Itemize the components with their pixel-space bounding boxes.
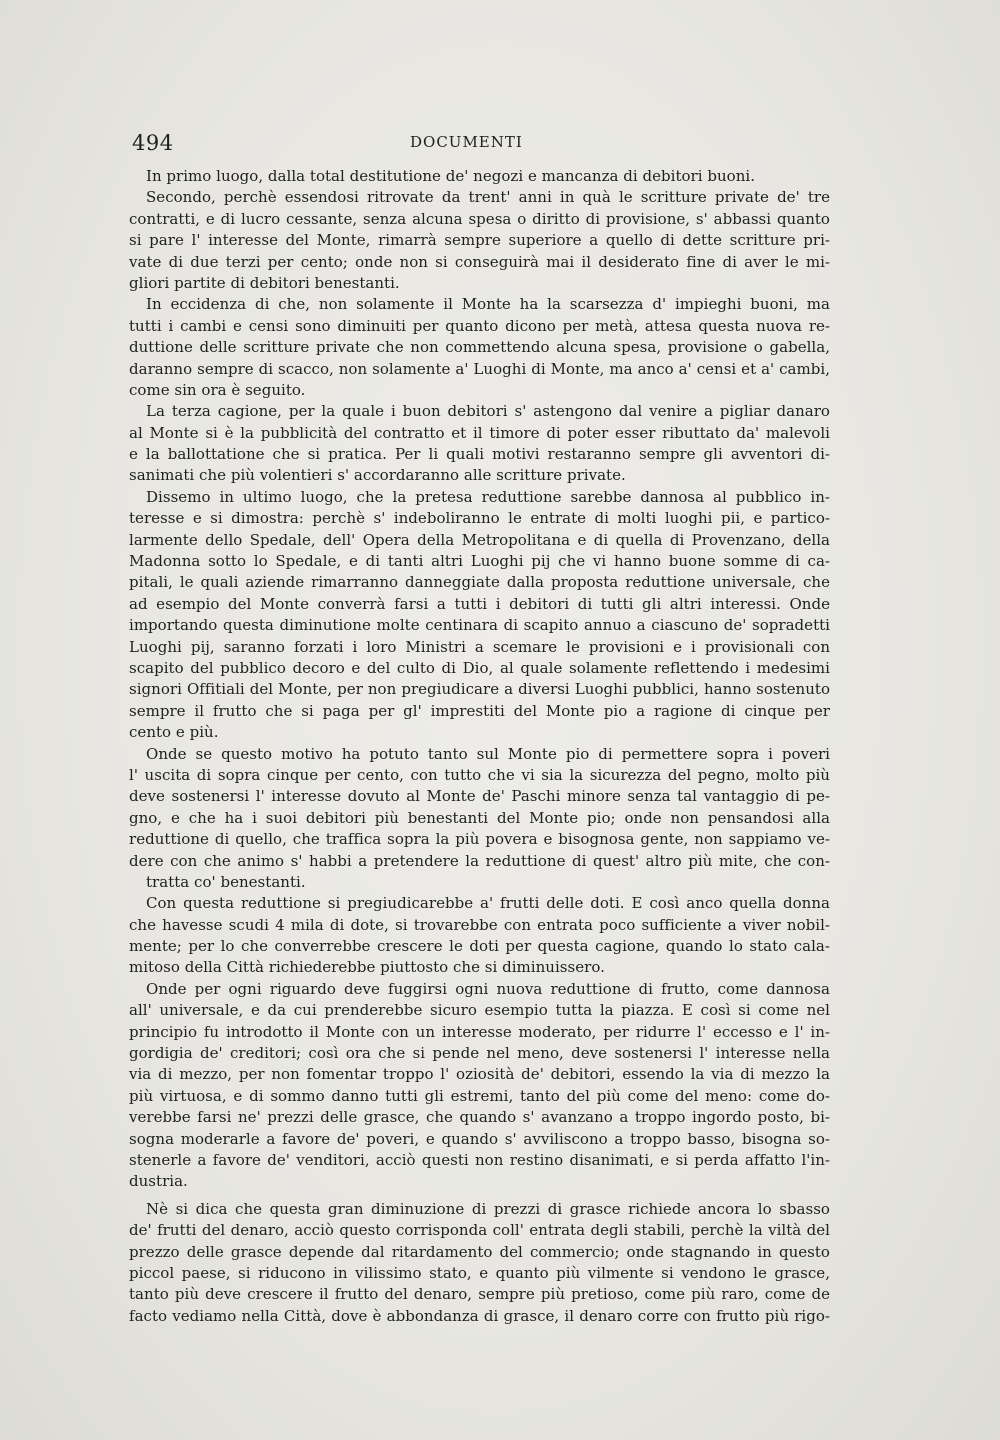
text-line: Madonna sotto lo Spedale, e di tanti altri Luoghi pij che vi hanno buone somme di ca- bbox=[129, 552, 830, 571]
text-line: al Monte si è la pubblicità del contratto et il timore di poter esser ributtato da' malevoli bbox=[129, 423, 830, 442]
text-line: come sin ora è seguito. bbox=[129, 380, 306, 399]
text-line: importando questa diminutione molte centinara di scapito annuo a ciascuno de' sopradetti bbox=[129, 616, 830, 635]
text-line: cento e più. bbox=[129, 723, 219, 742]
text-line: che havesse scudi 4 mila di dote, si trovarebbe con entrata poco sufficiente a viver nobil- bbox=[129, 915, 830, 934]
text-line: pitali, le quali aziende rimarranno danneggiate dalla proposta reduttione universale, che bbox=[129, 573, 830, 592]
text-line: reduttione di quello, che traffica sopra la più povera e bisognosa gente, non sappiamo ve- bbox=[129, 830, 830, 849]
text-line: si pare l' interesse del Monte, rimarrà sempre superiore a quello di dette scritture pri- bbox=[129, 231, 830, 250]
text-line: dustria. bbox=[129, 1172, 188, 1191]
text-line: La terza cagione, per la quale i buon debitori s' astengono dal venire a pigliar danaro bbox=[146, 402, 830, 421]
text-line: via di mezzo, per non fomentar troppo l' oziosità de' debitori, essendo la via di mezzo la bbox=[129, 1065, 830, 1084]
text-line: Secondo, perchè essendosi ritrovate da trent' anni in quà le scritture private de' tre bbox=[146, 188, 830, 207]
text-line: Luoghi pij, saranno forzati i loro Ministri a scemare le provisioni e i provisionali con bbox=[129, 637, 830, 656]
text-line: scapito del pubblico decoro e del culto di Dio, al quale solamente reflettendo i medesimi bbox=[129, 658, 830, 677]
text-line: dere con che animo s' habbi a pretendere la reduttione di quest' altro più mite, che con- bbox=[129, 851, 830, 870]
text-line: più virtuosa, e di sommo danno tutti gli estremi, tanto del più come del meno: come do- bbox=[129, 1086, 830, 1105]
text-line: vate di due terzi per cento; onde non si conseguirà mai il desiderato fine di aver le mi- bbox=[129, 252, 830, 271]
text-line: verebbe farsi ne' prezzi delle grasce, che quando s' avanzano a troppo ingordo posto, bi- bbox=[129, 1108, 830, 1127]
text-line: stenerle a favore de' venditori, acciò questi non restino disanimati, e si perda affatto l'in- bbox=[129, 1150, 830, 1169]
text-line: teresse e si dimostra: perchè s' indeboliranno le entrate di molti luoghi pii, e partico- bbox=[129, 509, 830, 528]
text-line: tratta co' benestanti. bbox=[146, 872, 306, 891]
text-line: duttione delle scritture private che non commettendo alcuna spesa, provisione o gabella, bbox=[129, 338, 830, 357]
body-text bbox=[129, 166, 830, 1327]
text-line: gliori partite di debitori benestanti. bbox=[129, 273, 400, 292]
text-line: gordigia de' creditori; così ora che si pende nel meno, deve sostenersi l' interesse nella bbox=[129, 1044, 830, 1063]
text-line: Nè si dica che questa gran diminuzione di prezzi di grasce richiede ancora lo sbasso bbox=[146, 1199, 830, 1218]
text-line: mitoso della Città richiederebbe piuttosto che si diminuissero. bbox=[129, 958, 605, 977]
text-line: signori Offitiali del Monte, per non pregiudicare a diversi Luoghi pubblici, hanno sostenuto bbox=[129, 680, 830, 699]
text-line: piccol paese, si riducono in vilissimo stato, e quanto più vilmente si vendono le grasce, bbox=[129, 1263, 830, 1282]
text-line: ad esempio del Monte converrà farsi a tutti i debitori di tutti gli altri interessi. Onde bbox=[129, 594, 830, 613]
text-line: facto vediamo nella Città, dove è abbondanza di grasce, il denaro corre con frutto più rigo- bbox=[129, 1306, 830, 1325]
text-line: daranno sempre di scacco, non solamente a' Luoghi di Monte, ma anco a' censi et a' cambi, bbox=[129, 359, 830, 378]
page-number: 494 bbox=[132, 131, 174, 155]
text-line: Onde per ogni riguardo deve fuggirsi ogni nuova reduttione di frutto, come dannosa bbox=[146, 979, 830, 998]
running-title: DOCUMENTI bbox=[410, 133, 523, 151]
text-line: tanto più deve crescere il frutto del denaro, sempre più pretioso, come più raro, come de bbox=[129, 1285, 830, 1304]
text-line: Onde se questo motivo ha potuto tanto sul Monte pio di permettere sopra i poveri bbox=[146, 744, 830, 763]
text-line: sogna moderarle a favore de' poveri, e quando s' avviliscono a troppo basso, bisogna so- bbox=[129, 1129, 830, 1148]
text-line: In primo luogo, dalla total destitutione de' negozi e mancanza di debitori buoni. bbox=[146, 167, 755, 185]
text-line: deve sostenersi l' interesse dovuto al Monte de' Paschi minore senza tal vantaggio di pe- bbox=[129, 787, 830, 806]
text-line: larmente dello Spedale, dell' Opera della Metropolitana e di quella di Provenzano, della bbox=[129, 530, 830, 549]
text-line: mente; per lo che converrebbe crescere le doti per questa cagione, quando lo stato cala- bbox=[129, 937, 830, 956]
text-line: gno, e che ha i suoi debitori più benestanti del Monte pio; onde non pensandosi alla bbox=[129, 808, 830, 827]
text-line: In eccidenza di che, non solamente il Monte ha la scarsezza d' impieghi buoni, ma bbox=[146, 295, 830, 314]
text-line: Con questa reduttione si pregiudicarebbe a' frutti delle doti. E così anco quella donna bbox=[146, 894, 830, 913]
text-line: prezzo delle grasce depende dal ritardamento del commercio; onde stagnando in questo bbox=[129, 1242, 830, 1261]
text-line: tutti i cambi e censi sono diminuiti per quanto dicono per metà, attesa questa nuova re- bbox=[129, 316, 830, 335]
text-line: e la ballottatione che si pratica. Per li quali motivi restaranno sempre gli avventori di- bbox=[129, 445, 830, 464]
text-line: de' frutti del denaro, acciò questo corrisponda coll' entrata degli stabili, perchè la viltà del bbox=[129, 1221, 830, 1240]
text-line: l' uscita di sopra cinque per cento, con tutto che vi sia la sicurezza del pegno, molto più bbox=[129, 765, 830, 784]
text-line: contratti, e di lucro cessante, senza alcuna spesa o diritto di provisione, s' abbassi quanto bbox=[129, 209, 830, 228]
text-line: sanimati che più volentieri s' accordaranno alle scritture private. bbox=[129, 466, 626, 485]
text-line: sempre il frutto che si paga per gl' imprestiti del Monte pio a ragione di cinque per bbox=[129, 701, 830, 720]
text-line: all' universale, e da cui prenderebbe sicuro esempio tutta la piazza. E così si come nel bbox=[129, 1001, 830, 1020]
text-line: Dissemo in ultimo luogo, che la pretesa reduttione sarebbe dannosa al pubblico in- bbox=[146, 487, 830, 506]
text-line: principio fu introdotto il Monte con un interesse moderato, per ridurre l' eccesso e l' in- bbox=[129, 1022, 830, 1041]
